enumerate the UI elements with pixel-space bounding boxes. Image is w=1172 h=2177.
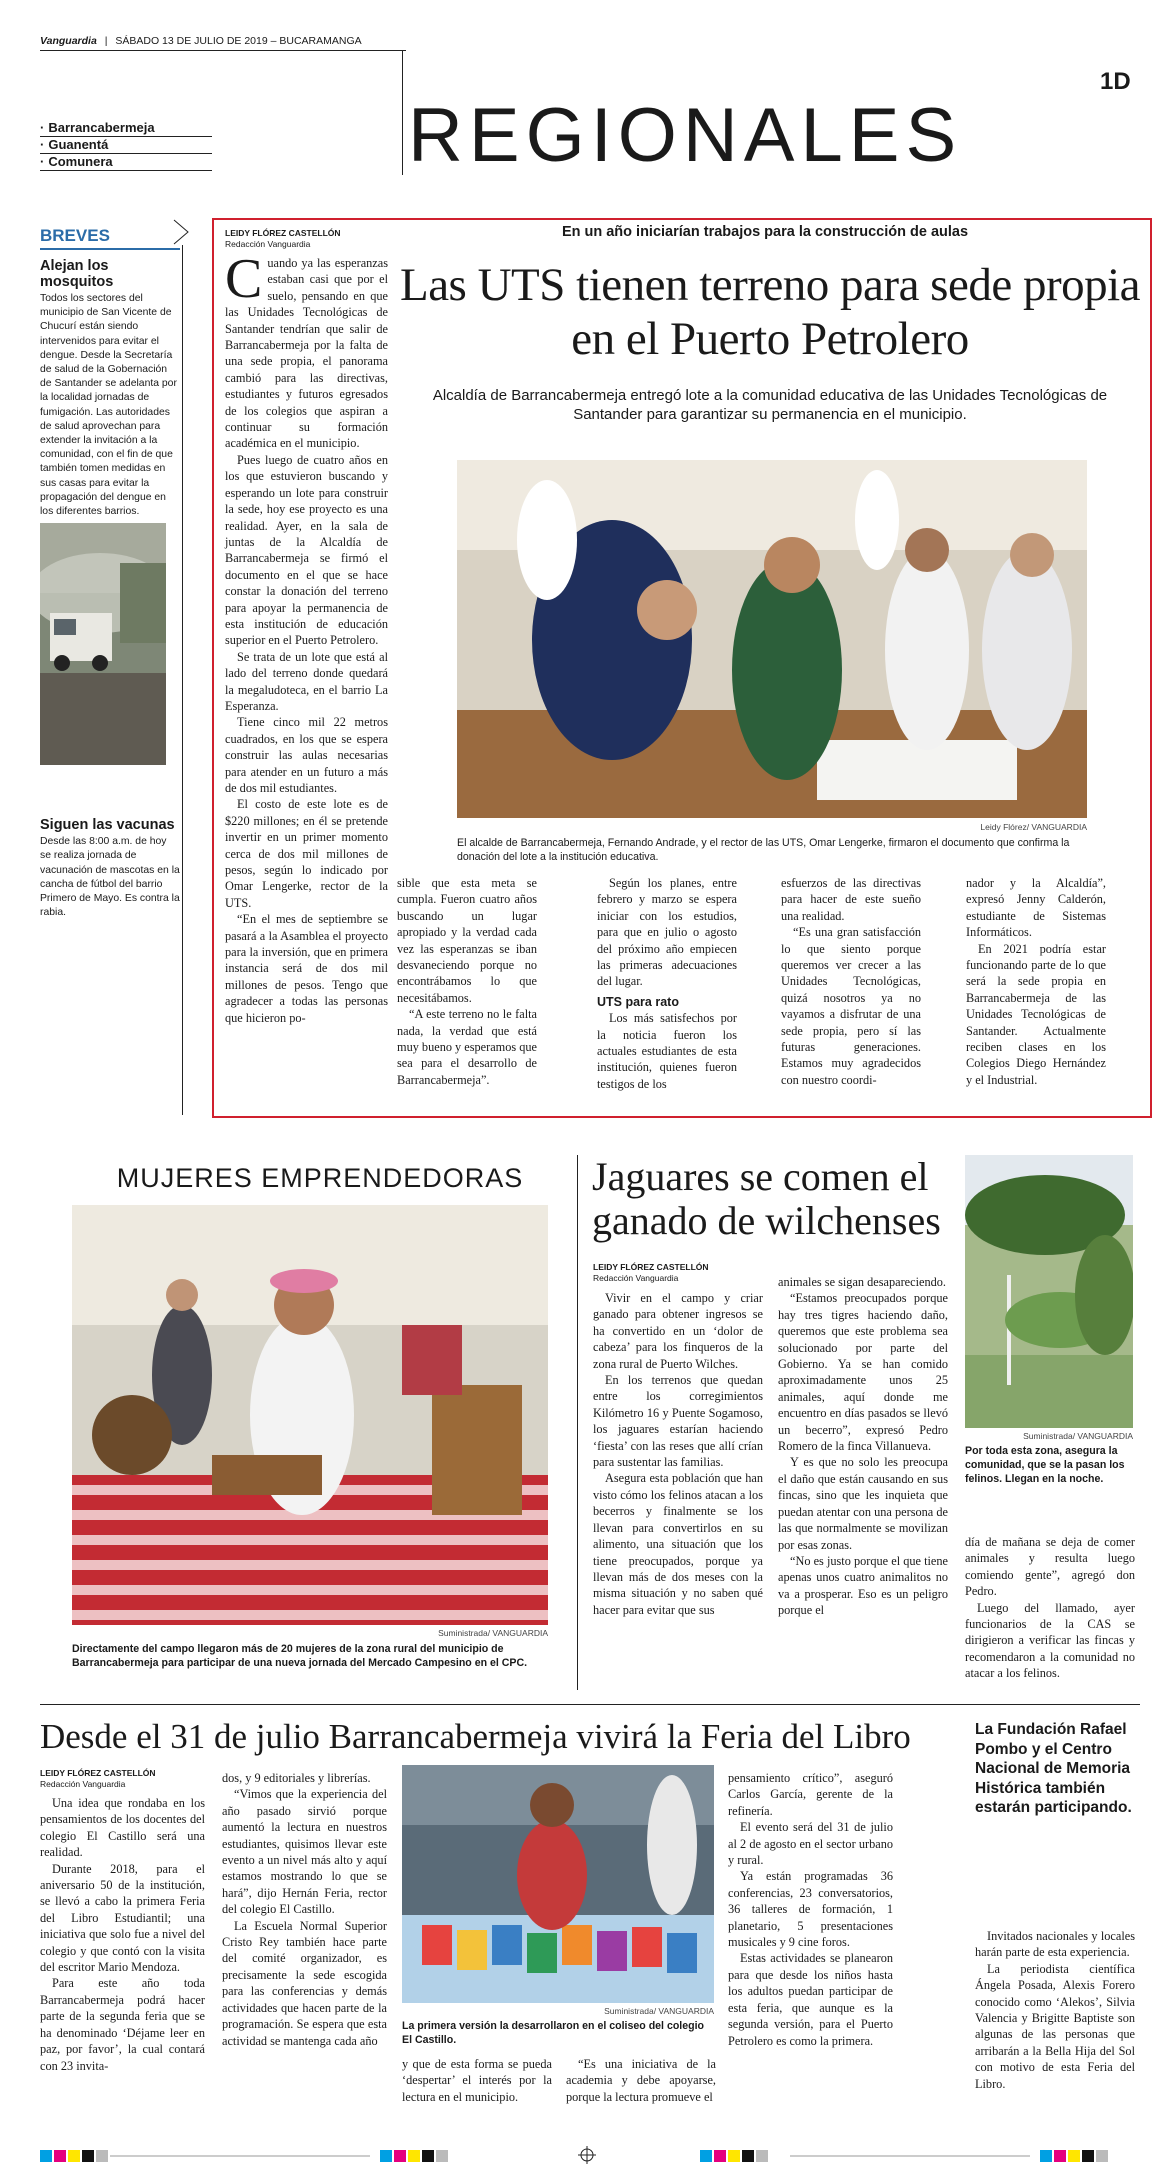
mujeres-photo	[72, 1205, 548, 1625]
uts-kicker: En un año iniciarían trabajos para la construcción de aulas	[561, 224, 969, 240]
feria-col-1: Una idea que rondaba en los pensamientos de los docentes del colegio El Castillo será una realidad. Durante 2018, para el aniversario 50 de la institución, se llevó a cabo la primera Feria del Libro Estudiantil; una iniciativa que solo fue a nivel del colegio y que contó con la visita del escritor Mario Mendoza. Para este año toda Barrancabermeja podrá hacer parte de la segunda feria que se ha denominado ‘Déjame leer en paz, por favor’, la cual contará con 23 invita-	[40, 1796, 205, 2073]
mujeres-photo-credit: Suministrada/ VANGUARDIA	[438, 1628, 548, 1638]
uts-photo-caption: El alcalde de Barrancabermeja, Fernando Andrade, y el rector de las UTS, Omar Lengerke, firmaron el documento que confirma la donación del lote a la institución educativa.	[457, 837, 1070, 863]
uts-col-2: sible que esta meta se cumpla. Fueron cuatro años buscando un lugar apropiado y la verdad cada vez las esperanzas se iban desvaneciendo porque no encontrábamos lo que necesitábamos. “A este terreno no le falta nada, la verdad que está muy bueno y esperamos que sea para el desarrollo de Barrancabermeja”.	[397, 876, 538, 1087]
jaguares-caption: Por toda esta zona, asegura la comunidad, que se la pasan los felinos. Llegan en la noche.	[965, 1445, 1125, 1485]
uts-col-3: Según los planes, entre febrero y marzo se espera iniciar con los estudios, para que en julio o agosto del próximo año empiecen las primeras adecuaciones del lugar. UTS para rato Los más satisfechos por la noticia fueron los actuales estudiantes de esta institución, quienes fueron testigos de los	[597, 876, 737, 1091]
breve-1-title: Alejan los mosquitos	[40, 258, 114, 290]
breves-arrow-icon	[172, 218, 192, 248]
fumigation-photo	[40, 523, 166, 765]
uts-col-4: esfuerzos de las directivas para hacer de este sueño una realidad. “Es una gran satisfacción lo que siento porque queremos ver crecer a las Unidades Tecnológicas, quizá nosotros ya no vayamos a disfrutar de una sede propia, pero sí las futuras generaciones. Estamos muy agradecidos con nuestro coordi-	[781, 876, 921, 1087]
nav-item-barrancabermeja[interactable]: · Barrancabermeja	[40, 120, 212, 137]
mujeres-divider	[577, 1155, 578, 1690]
page-number: 1D	[1100, 68, 1131, 95]
section-nav	[40, 120, 212, 171]
paper-name: Vanguardia	[40, 35, 97, 47]
feria-col-4: “Es una iniciativa de la academia y debe apoyarse, porque la lectura promueve el	[566, 2057, 716, 2104]
dateline: SÁBADO 13 DE JULIO DE 2019 – BUCARAMANGA	[115, 35, 362, 47]
uts-dropcap: C	[225, 248, 263, 310]
feria-photo	[402, 1765, 714, 2003]
mujeres-headline: MUJERES EMPRENDEDORAS	[116, 1163, 524, 1193]
feria-col-2: dos, y 9 editoriales y librerías. “Vimos que la experiencia del año pasado sirvió porque aumentó la lectura en nuestros estudiantes, quisimos llevar este evento a un nivel más alto y aquí estamos mostrando lo que se hará”, dijo Hernán Feria, rector del colegio El Castillo. La Escuela Normal Superior Cristo Rey también hace parte del comité organizador, es precisamente la sede escogida para las conferencias y demás actividades que hacen parte de la programación. Se espera que esta actividad se mantenga cada año	[222, 1771, 387, 2048]
jaguares-photo-credit: Suministrada/ VANGUARDIA	[1023, 1431, 1133, 1441]
breve-2-body: Desde las 8:00 a.m. de hoy se realiza jornada de vacunación de mascotas en la cancha de fútbol del barrio Primero de Mayo. Es contra la rabia.	[40, 836, 180, 919]
jaguares-col-1: Vivir en el campo y criar ganado para obtener ingresos se ha convertido en un ‘dolor de cabeza’ para los finqueros de la zona rural de Puerto Wilches. En los terrenos que quedan entre los corregimientos Kilómetro 16 y Puente Sogamoso, los jaguares estarían haciendo ‘fiesta’ con las reses que allí crían para sustentar las familias. Asegura esta población que han visto cómo los felinos atacan a los becerros y finalmente se los llevan para convertirlos en su alimento, una situación que los tiene preocupados, porque ya llevan más de dos meses con la misma situación y no saben qué hacer para evitar que sus	[593, 1291, 763, 1617]
jaguares-col-3: día de mañana se deja de comer animales y resulta luego comiendo gente”, agregó don Pedro. Luego del llamado, ayer funcionarios de la CAS se dirigieron a verificar las fincas y recomendaron a la comunidad no atacar a los felinos.	[965, 1535, 1135, 1681]
uts-photo-credit: Leidy Flórez/ VANGUARDIA	[980, 822, 1087, 832]
uts-byline: LEIDY FLÓREZ CASTELLÓN Redacción Vanguardia	[225, 228, 341, 249]
nav-item-comunera[interactable]: · Comunera	[40, 154, 212, 171]
masthead-line: Vanguardia | SÁBADO 13 DE JULIO DE 2019 – BUCARAMANGA	[40, 35, 362, 47]
feria-col-3: y que de esta forma se pueda ‘despertar’ el interés por la lectura en el municipio.	[402, 2057, 552, 2104]
nav-item-guanenta[interactable]: · Guanentá	[40, 137, 212, 154]
uts-subhead: UTS para rato	[597, 994, 679, 1009]
feria-sidebar-title: La Fundación Rafael Pombo y el Centro Nacional de Memoria Histórica también estarán participando.	[975, 1721, 1132, 1816]
breve-1-body: Todos los sectores del municipio de San Vicente de Chucurí están siendo intervenidos para evitar el dengue. Desde la Secretaría de salud de la Gobernación de Santander se adelanta por la localidad jornadas de fumigación. Las autoridades de salud aprovechan para extender la invitación a la comunidad, con el fin de que también tomen medidas en sus casas para evitar la propagación del dengue en los diferentes barrios.	[40, 293, 177, 518]
mujeres-caption: Directamente del campo llegaron más de 20 mujeres de la zona rural del municipio de Barrancabermeja para participar de una nueva jornada del Mercado Campesino en el CPC.	[72, 1643, 528, 1669]
breves-label: BREVES	[40, 226, 180, 250]
breves-sidebar	[40, 226, 180, 920]
jaguares-byline: LEIDY FLÓREZ CASTELLÓN Redacción Vanguardia	[593, 1262, 709, 1283]
jaguares-photo	[965, 1155, 1133, 1428]
uts-signing-photo	[457, 460, 1087, 818]
uts-headline: Las UTS tienen terreno para sede propia en el Puerto Petrolero	[399, 259, 1141, 365]
breves-divider	[182, 245, 183, 1115]
jaguares-headline: Jaguares se comen el ganado de wilchenses	[592, 1154, 941, 1243]
feria-caption: La primera versión la desarrollaron en el coliseo del colegio El Castillo.	[402, 2020, 705, 2046]
uts-col-5: nador y la Alcaldía”, expresó Jenny Calderón, estudiante de Sistemas Informáticos. En 2021 podría estar funcionando parte de lo que será la sede propia en Barrancabermeja de las Unidades Tecnológicas de Santander. Actualmente reciben clases en los Colegios Diego Hernández y el Industrial.	[966, 876, 1106, 1087]
header-divider	[402, 50, 403, 175]
feria-byline: LEIDY FLÓREZ CASTELLÓN Redacción Vanguardia	[40, 1768, 156, 1789]
feria-col-6: Invitados nacionales y locales harán parte de esta experiencia. La periodista científica Ángela Posada, Alexis Forero conocido como ‘Alekos’, Silvia Valencia y Brigitte Baptiste son algunas de las personas que arribarán a la Bella Hija del Sol con motivo de esta Feria del Libro.	[975, 1929, 1135, 2091]
uts-deck: Alcaldía de Barrancabermeja entregó lote a la comunidad educativa de las Unidades Tecnológicas de Santander para garantizar su permanencia en el municipio.	[432, 387, 1108, 423]
registration-crosshair-icon	[578, 2146, 596, 2164]
breve-2-title: Siguen las vacunas	[40, 817, 175, 834]
section-title: REGIONALES	[408, 93, 963, 178]
feria-photo-credit: Suministrada/ VANGUARDIA	[604, 2006, 714, 2016]
feria-headline: Desde el 31 de julio Barrancabermeja vivirá la Feria del Libro	[40, 1717, 911, 1756]
header-rule	[40, 50, 406, 51]
feria-col-5: pensamiento crítico”, aseguró Carlos García, gerente de la refinería. El evento será del 31 de julio al 2 de agosto en el sector urbano y rural. Ya están programadas 36 conferencias, 23 conversatorios, 36 talleres de formación, 1 planetario, 5 presentaciones musicales y 9 cine foros. Estas actividades se planearon para que desde los niños hasta los adultos puedan participar de esta feria, que aunque es la segunda versión, para el Puerto Petrolero es como la primera.	[728, 1771, 893, 2048]
jaguares-col-2: animales se sigan desapareciendo. “Estamos preocupados porque hay tres tigres haciendo daño, queremos que este problema sea solucionado por parte del Gobierno. Ya se han comido aproximadamente unos 25 animales, aquí donde me encuentro en días pasados se llevó un becerro”, expresó Pedro Romero de la finca Villanueva. Y es que no solo les preocupa el daño que están causando en sus fincas, sino que les inquieta que puedan atentar con una persona de las que normalmente se movilizan por esas zonas. “No es justo porque el que tiene apenas unos cuatro animalitos no va a prosperar. Eso es un peligro porque el	[778, 1275, 948, 1618]
uts-col-1: C uando ya las esperanzas estaban casi que por el suelo, pensando en que las Unidades Tecnológicas de Santander tendrían que salir de Barrancabermeja por la falta de una sede propia, el panorama cambió para las directivas, estudiantes y futuros egresados de los colegios que aspiran a continuar su formación académica en el municipio. Pues luego de cuatro años en los que estuvieron buscando y esperando un lote para construir la sede, hoy ese proyecto es una realidad. Ayer, en la sala de juntas de la Alcaldía de Barrancabermeja se firmó el documento en el que se hace constar la donación del terreno para apoyar la permanencia de esta institución de educación superior en el Puerto Petrolero. Se trata de un lote que está al lado del terreno donde quedará la megaludoteca, en el barrio La Esperanza. Tiene cinco mil 22 metros cuadrados, en los que se espera construir las aulas necesarias para atender en un futuro a más de dos mil estudiantes. El costo de este lote es de $220 millones; en él se pretende invertir en un primer momento cerca de dos mil millones de pesos, según lo indicado por Omar Lengerke, rector de la UTS. “En el mes de septiembre se pasará a la Asamblea el proyecto para la inversión, que en primera instancia será de dos mil millones de pesos. Tengo que agradecer a todas las personas que hicieron po-	[225, 248, 388, 1025]
section-rule	[40, 1704, 1140, 1705]
